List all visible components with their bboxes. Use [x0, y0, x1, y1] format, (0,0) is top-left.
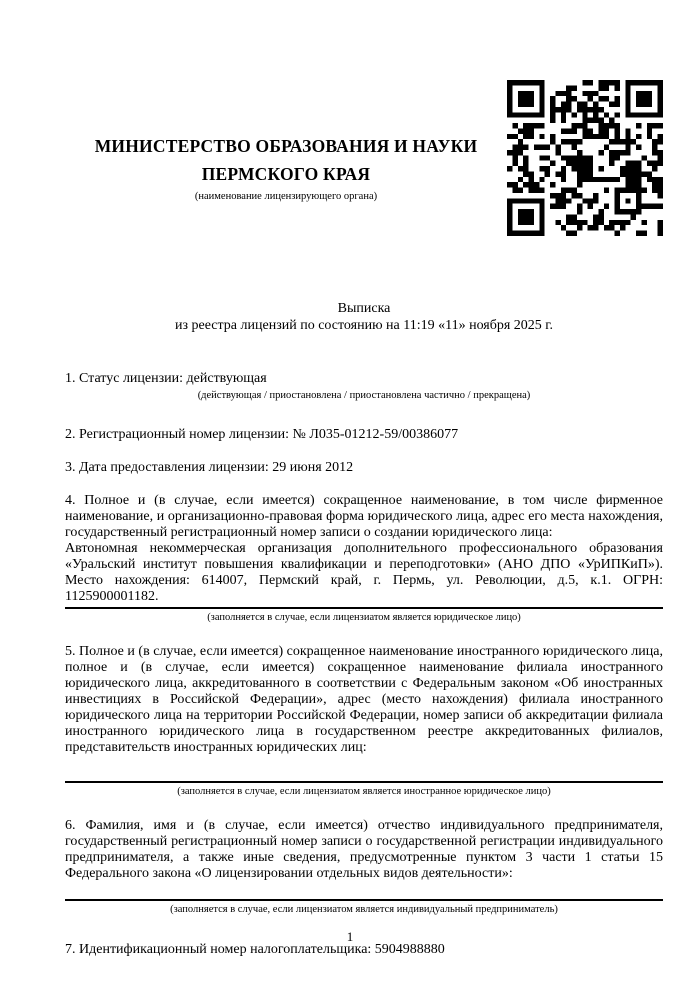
foreign-entity-item	[65, 644, 663, 798]
qr-code-icon	[507, 80, 663, 236]
licensing-authority-name-line2: ПЕРМСКОГО КРАЯ	[201, 164, 371, 184]
license-status-item	[65, 371, 663, 402]
foreign-entity-caption: (заполняется в случае, если лицензиатом является иностранное юридическое лицо)	[177, 786, 551, 797]
document-title-line1: Выписка	[337, 301, 391, 316]
license-grant-date-item	[65, 460, 663, 476]
document-title	[65, 300, 663, 334]
individual-entrepreneur-label: 6. Фамилия, имя и (в случае, если имеется) отчество индивидуального предпринимателя, государственный регистрационный номер записи о государственной регистрации индивидуального предпринимателя, а также иные сведения, предусмотренные пунктом 3 части 1 статьи 15 Федерального закона «О лицензировании отдельных видов деятельности»:	[65, 818, 663, 881]
individual-entrepreneur-field-line	[65, 899, 663, 901]
foreign-entity-field-line	[65, 781, 663, 783]
license-grant-date-text: 3. Дата предоставления лицензии: 29 июня 2012	[65, 460, 354, 475]
taxpayer-id-text: 7. Идентификационный номер налогоплательщика: 5904988880	[65, 942, 445, 957]
page-number: 1	[346, 929, 354, 944]
document-title-line2: из реестра лицензий по состоянию на 11:19 «11» ноября 2025 г.	[175, 318, 553, 333]
licensing-authority-caption: (наименование лицензирующего органа)	[194, 191, 378, 202]
legal-entity-item	[65, 493, 663, 624]
registration-number-text: 2. Регистрационный номер лицензии: № Л035-01212-59/00386077	[65, 427, 459, 442]
foreign-entity-label: 5. Полное и (в случае, если имеется) сокращенное наименование иностранного юридического лица, полное и (в случае, если имеется) сокращенное наименование филиала иностранного юридического лица, аккредитованного в соответствии с Федеральным законом «Об иностранных инвестициях в Российской Федерации», адрес (место нахождения) филиала иностранного юридического лица на территории Российской Федерации, номер записи об аккредитации филиала иностранного юридического лица в государственном реестре аккредитованных филиалов, представительств иностранных юридических лиц:	[65, 644, 663, 755]
individual-entrepreneur-caption: (заполняется в случае, если лицензиатом является индивидуальный предприниматель)	[170, 904, 558, 915]
legal-entity-value: Автономная некоммерческая организация дополнительного профессионального образования «Уральский институт повышения квалификации и переподготовки» (АНО ДПО «УрИПКиП»). Место нахождения: 614007, Пермский край, г. Пермь, ул. Революции, д.5, к.1. ОГРН: 1125900001182.	[65, 541, 663, 604]
license-status-caption: (действующая / приостановлена / приостановлена частично / прекращена)	[197, 390, 531, 401]
qr-code-canvas	[507, 80, 663, 236]
document-header	[65, 80, 663, 236]
legal-entity-label: 4. Полное и (в случае, если имеется) сокращенное наименование, в том числе фирменное наименование, и организационно-правовая форма юридического лица, адрес его места нахождения, государственный регистрационный номер записи о создании юридического лица:	[65, 493, 663, 540]
licensing-authority-name	[65, 132, 507, 188]
legal-entity-caption: (заполняется в случае, если лицензиатом является юридическое лицо)	[207, 612, 521, 623]
registration-number-item	[65, 427, 663, 443]
individual-entrepreneur-item	[65, 818, 663, 916]
legal-entity-field-line	[65, 607, 663, 609]
licensing-authority-block	[65, 80, 507, 202]
licensing-authority-name-line1: МИНИСТЕРСТВО ОБРАЗОВАНИЯ И НАУКИ	[94, 136, 478, 156]
license-status-text: 1. Статус лицензии: действующая	[65, 371, 267, 386]
